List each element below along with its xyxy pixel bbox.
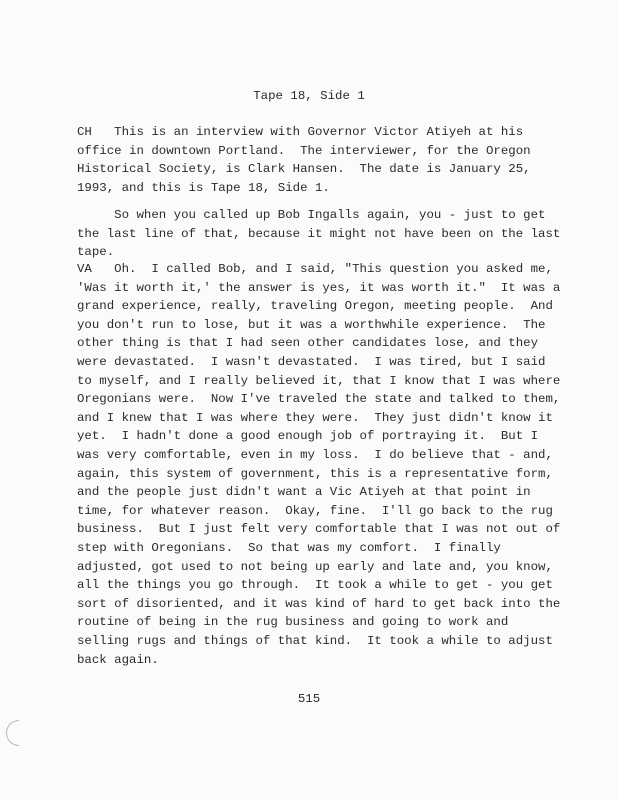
transcript-line: Oregonians were. Now I've traveled the state and talked to them, (77, 392, 561, 407)
transcript-line: sort of disoriented, and it was kind of hard to get back into the (77, 596, 561, 611)
transcript-line: Historical Society, is Clark Hansen. The date is January 25, (77, 162, 531, 177)
transcript-line: all the things you go through. It took a while to get - you get (77, 578, 553, 593)
transcript-line: CH This is an interview with Governor Victor Atiyeh at his (77, 125, 524, 139)
transcript-line: to myself, and I really believed it, that I know that I was where (77, 373, 561, 388)
transcript-line: routine of being in the rug business and going to work and (77, 615, 509, 630)
transcript-line: business. But I just felt very comfortable that I was not out of (77, 522, 561, 537)
transcript-line: selling rugs and things of that kind. It took a while to adjust (77, 634, 553, 648)
transcript-line: grand experience, really, traveling Oregon, meeting people. And (77, 299, 553, 314)
binder-punch-hole (6, 720, 32, 746)
transcript-line: the last line of that, because it might not have been on the last (77, 226, 561, 241)
transcript-line: and I knew that I was where they were. They just didn't know it (77, 410, 553, 425)
tape-heading: Tape 18, Side 1 (253, 89, 365, 103)
transcript-line: adjusted, got used to not being up early and late and, you know, (77, 559, 553, 574)
transcript-line: VA Oh. I called Bob, and I said, "This question you asked me, (77, 262, 553, 276)
transcript-line: was very comfortable, even in my loss. I do believe that - and, (77, 448, 553, 462)
transcript-line: time, for whatever reason. Okay, fine. I'll go back to the rug (77, 503, 553, 518)
transcript-line: yet. I hadn't done a good enough job of portraying it. But I (77, 429, 539, 444)
transcript-line: again, this system of government, this is a representative form, (77, 466, 553, 481)
transcript-line: you don't run to lose, but it was a worthwhile experience. The (77, 317, 546, 332)
transcript-line: step with Oregonians. So that was my comfort. I finally (77, 541, 501, 555)
transcript-line: 1993, and this is Tape 18, Side 1. (77, 180, 330, 195)
page-number: 515 (297, 692, 321, 706)
transcript-line: were devastated. I wasn't devastated. I was tired, but I said (77, 355, 546, 369)
transcript-line: 'Was it worth it,' the answer is yes, it was worth it." It was a (77, 280, 561, 295)
transcript-line: tape. (77, 245, 115, 260)
transcript-line: back again. (77, 652, 159, 667)
transcript-line: and the people just didn't want a Vic Atiyeh at that point in (77, 485, 531, 500)
transcript-line: So when you called up Bob Ingalls again, you - just to get (77, 208, 546, 222)
transcript-line: office in downtown Portland. The interviewer, for the Oregon (77, 143, 531, 158)
transcript-line: other thing is that I had seen other candidates lose, and they (77, 336, 539, 351)
